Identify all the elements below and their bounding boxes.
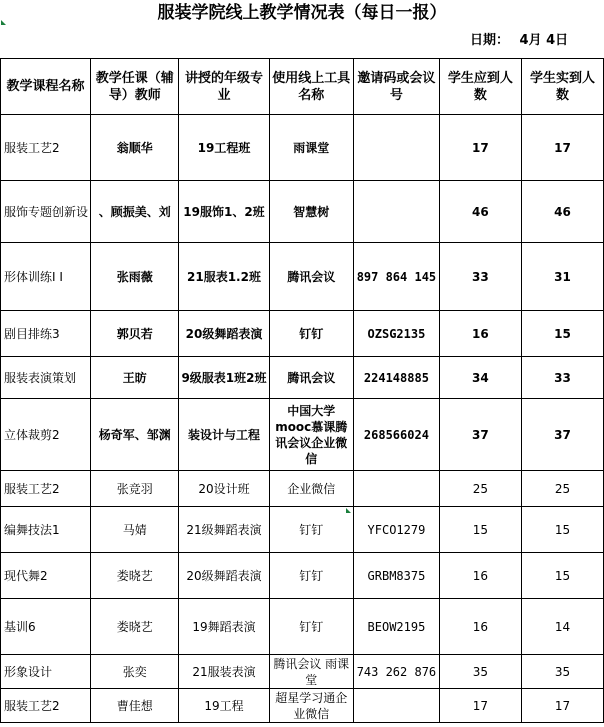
- table-row: [1, 599, 604, 655]
- header-cell: 教学课程名称: [1, 59, 91, 115]
- tool-cell: 腾讯会议: [269, 243, 353, 311]
- course-cell: 现代舞2: [1, 553, 91, 599]
- course-cell: 形体训练Ⅰ Ⅰ: [1, 243, 91, 311]
- teacher-cell: 翁顺华: [91, 115, 179, 181]
- table-row: [1, 689, 604, 723]
- teacher-cell: 曹佳想: [91, 689, 179, 723]
- table-row: [1, 243, 604, 311]
- teacher-cell: 张竞羽: [91, 471, 179, 507]
- cell-comment-marker: [346, 508, 351, 513]
- course-cell: 服装工艺2: [1, 115, 91, 181]
- page-title: 服装学院线上教学情况表（每日一报）: [157, 3, 447, 23]
- actual-cell: 15: [521, 311, 603, 357]
- course-cell: 编舞技法1: [1, 507, 91, 553]
- class-cell: 19服饰1、2班: [179, 181, 269, 243]
- expected-cell: 34: [439, 357, 521, 399]
- actual-cell: 15: [521, 553, 603, 599]
- course-cell: 服饰专题创新设: [1, 181, 91, 243]
- code-cell: BEOW2195: [353, 599, 439, 655]
- course-cell: 服装工艺2: [1, 689, 91, 723]
- code-cell: [353, 471, 439, 507]
- code-cell: YFCO1279: [353, 507, 439, 553]
- teacher-cell: 娄晓艺: [91, 599, 179, 655]
- expected-cell: 15: [439, 507, 521, 553]
- tool-cell: 智慧树: [269, 181, 353, 243]
- code-cell: 224148885: [353, 357, 439, 399]
- teacher-cell: 张雨薇: [91, 243, 179, 311]
- expected-cell: 37: [439, 399, 521, 471]
- tool-cell: 中国大学mooc慕课腾讯会议企业微信: [269, 399, 353, 471]
- class-cell: 21服装表演: [179, 655, 269, 689]
- tool-cell: 企业微信: [269, 471, 353, 507]
- class-cell: 装设计与工程: [179, 399, 269, 471]
- class-cell: 21级舞蹈表演: [179, 507, 269, 553]
- teacher-cell: 王昉: [91, 357, 179, 399]
- teacher-cell: 杨奇军、邹渊: [91, 399, 179, 471]
- tool-cell: 钉钉: [269, 311, 353, 357]
- table-row: [1, 181, 604, 243]
- actual-cell: 15: [521, 507, 603, 553]
- course-cell: 立体裁剪2: [1, 399, 91, 471]
- class-cell: 20设计班: [179, 471, 269, 507]
- class-cell: 9级服表1班2班: [179, 357, 269, 399]
- teacher-cell: 马婧: [91, 507, 179, 553]
- tool-cell: 腾讯会议 雨课堂: [269, 655, 353, 689]
- actual-cell: 35: [521, 655, 603, 689]
- expected-cell: 25: [439, 471, 521, 507]
- class-cell: 21服表1.2班: [179, 243, 269, 311]
- code-cell: 268566024: [353, 399, 439, 471]
- tool-cell: 钉钉: [269, 553, 353, 599]
- actual-cell: 17: [521, 115, 603, 181]
- actual-cell: 46: [521, 181, 603, 243]
- expected-cell: 46: [439, 181, 521, 243]
- header-cell: 使用线上工具名称: [269, 59, 353, 115]
- expected-cell: 17: [439, 689, 521, 723]
- actual-cell: 25: [521, 471, 603, 507]
- table-row: [1, 399, 604, 471]
- table-row: [1, 311, 604, 357]
- code-cell: 897 864 145: [353, 243, 439, 311]
- course-cell: 形象设计: [1, 655, 91, 689]
- tool-cell: 雨课堂: [269, 115, 353, 181]
- table-row: [1, 553, 604, 599]
- code-cell: [353, 181, 439, 243]
- table-row: [1, 655, 604, 689]
- cell-comment-marker: [1, 20, 6, 25]
- header-row: [1, 59, 604, 115]
- tool-cell: 腾讯会议: [269, 357, 353, 399]
- class-cell: 19工程: [179, 689, 269, 723]
- table-row: [1, 357, 604, 399]
- course-cell: 服装工艺2: [1, 471, 91, 507]
- table-row: [1, 115, 604, 181]
- class-cell: 19工程班: [179, 115, 269, 181]
- class-cell: 19舞蹈表演: [179, 599, 269, 655]
- code-cell: [353, 689, 439, 723]
- teacher-cell: 、顾振美、刘: [91, 181, 179, 243]
- expected-cell: 17: [439, 115, 521, 181]
- actual-cell: 31: [521, 243, 603, 311]
- code-cell: 743 262 876: [353, 655, 439, 689]
- code-cell: [353, 115, 439, 181]
- header-cell: 讲授的年级专业: [179, 59, 269, 115]
- actual-cell: 14: [521, 599, 603, 655]
- course-cell: 基训6: [1, 599, 91, 655]
- report-date: [470, 30, 604, 52]
- table-row: [1, 471, 604, 507]
- table-row: [1, 507, 604, 553]
- tool-cell: 超星学习通企业微信: [269, 689, 353, 723]
- teacher-cell: 张奕: [91, 655, 179, 689]
- tool-cell: 钉钉: [269, 599, 353, 655]
- teacher-cell: 郭贝若: [91, 311, 179, 357]
- course-cell: 剧目排练3: [1, 311, 91, 357]
- header-cell: 学生实到人数: [521, 59, 603, 115]
- class-cell: 20级舞蹈表演: [179, 553, 269, 599]
- expected-cell: 16: [439, 553, 521, 599]
- actual-cell: 33: [521, 357, 603, 399]
- expected-cell: 33: [439, 243, 521, 311]
- header-cell: 邀请码或会议号: [353, 59, 439, 115]
- course-cell: 服装表演策划: [1, 357, 91, 399]
- code-cell: OZSG2135: [353, 311, 439, 357]
- header-cell: 教学任课（辅导）教师: [91, 59, 179, 115]
- teaching-report-table: [0, 58, 604, 723]
- expected-cell: 16: [439, 599, 521, 655]
- date-value: 4月 4日: [519, 33, 569, 48]
- tool-cell: 钉钉: [269, 507, 353, 553]
- class-cell: 20级舞蹈表演: [179, 311, 269, 357]
- code-cell: GRBM8375: [353, 553, 439, 599]
- teacher-cell: 娄晓艺: [91, 553, 179, 599]
- actual-cell: 17: [521, 689, 603, 723]
- date-label: 日期：: [470, 33, 510, 48]
- header-cell: 学生应到人数: [439, 59, 521, 115]
- expected-cell: 35: [439, 655, 521, 689]
- actual-cell: 37: [521, 399, 603, 471]
- expected-cell: 16: [439, 311, 521, 357]
